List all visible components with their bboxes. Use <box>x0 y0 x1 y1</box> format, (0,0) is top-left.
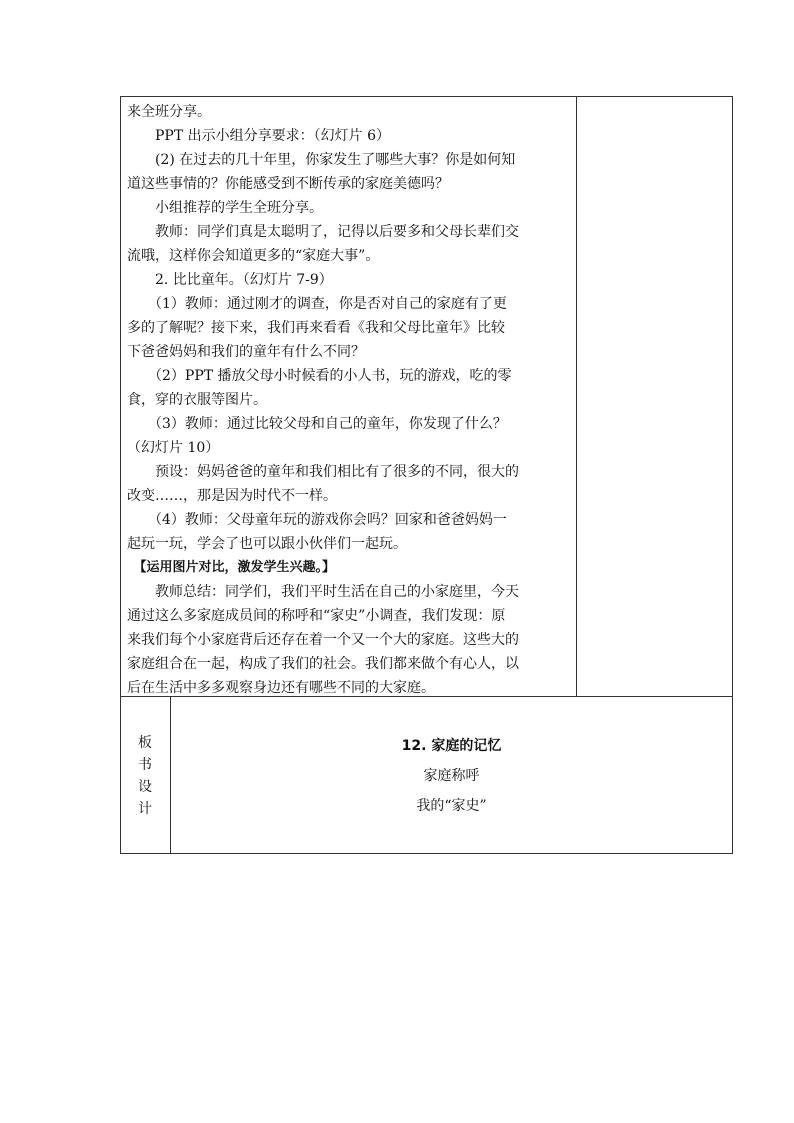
text-line: (2) 在过去的几十年里，你家发生了哪些大事？你是如何知 <box>127 152 516 168</box>
board-line-2: 我的“家史” <box>416 798 487 814</box>
board-title: 12. 家庭的记忆 <box>401 738 502 754</box>
text-line: 下爸爸妈妈和我们的童年有什么不同？ <box>127 344 365 360</box>
board-design-label <box>121 732 169 820</box>
text-line: （幻灯片 10） <box>127 440 220 456</box>
text-line: 预设：妈妈爸爸的童年和我们相比有了很多的不同，很大的 <box>127 464 519 480</box>
text-line: 起玩一玩，学会了也可以跟小伙伴们一起玩。 <box>127 536 407 552</box>
text-line: 2. 比比童年。（幻灯片 7-9） <box>127 272 333 288</box>
text-line: 小组推荐的学生全班分享。 <box>127 200 323 216</box>
text-line: 改变……，那是因为时代不一样。 <box>127 488 337 504</box>
text-line: 来全班分享。 <box>127 104 211 120</box>
label-char: 书 <box>138 757 152 773</box>
text-line: 多的了解呢？接下来，我们再来看看《我和父母比童年》比较 <box>127 320 505 336</box>
board-line-1: 家庭称呼 <box>423 768 480 784</box>
design-note: 【运用图片对比，激发学生兴趣。】 <box>127 560 336 575</box>
text-line: 家庭组合在一起，构成了我们的社会。我们都来做个有心人，以 <box>127 656 519 672</box>
text-line: 流哦，这样你会知道更多的“家庭大事”。 <box>127 248 380 264</box>
label-char: 计 <box>138 801 152 817</box>
board-design-content <box>171 736 732 816</box>
text-line: 道这些事情的？你能感受到不断传承的家庭美德吗？ <box>127 176 449 192</box>
column-divider <box>576 96 577 697</box>
text-line: 通过这么多家庭成员间的称呼和“家史”小调查，我们发现：原 <box>127 608 506 624</box>
text-line: 后在生活中多多观察身边还有哪些不同的大家庭。 <box>127 680 435 696</box>
text-line: （3）教师：通过比较父母和自己的童年，你发现了什么？ <box>127 416 507 432</box>
text-line: 教师总结：同学们，我们平时生活在自己的小家庭里，今天 <box>127 584 519 600</box>
text-line: （1）教师：通过刚才的调查，你是否对自己的家庭有了更 <box>127 296 507 312</box>
label-char: 设 <box>138 779 152 795</box>
text-line: 食，穿的衣服等图片。 <box>127 392 267 408</box>
text-line: （2）PPT 播放父母小时候看的小人书，玩的游戏，吃的零 <box>127 368 512 384</box>
text-line: 教师：同学们真是太聪明了，记得以后要多和父母长辈们交 <box>127 224 519 240</box>
lesson-content <box>127 100 571 700</box>
text-line: 来我们每个小家庭背后还存在着一个又一个大的家庭。这些大的 <box>127 632 519 648</box>
text-line: （4）教师：父母童年玩的游戏你会吗？回家和爸爸妈妈一 <box>127 512 507 528</box>
label-char: 板 <box>138 735 152 751</box>
text-line: PPT 出示小组分享要求：（幻灯片 6） <box>127 128 390 144</box>
